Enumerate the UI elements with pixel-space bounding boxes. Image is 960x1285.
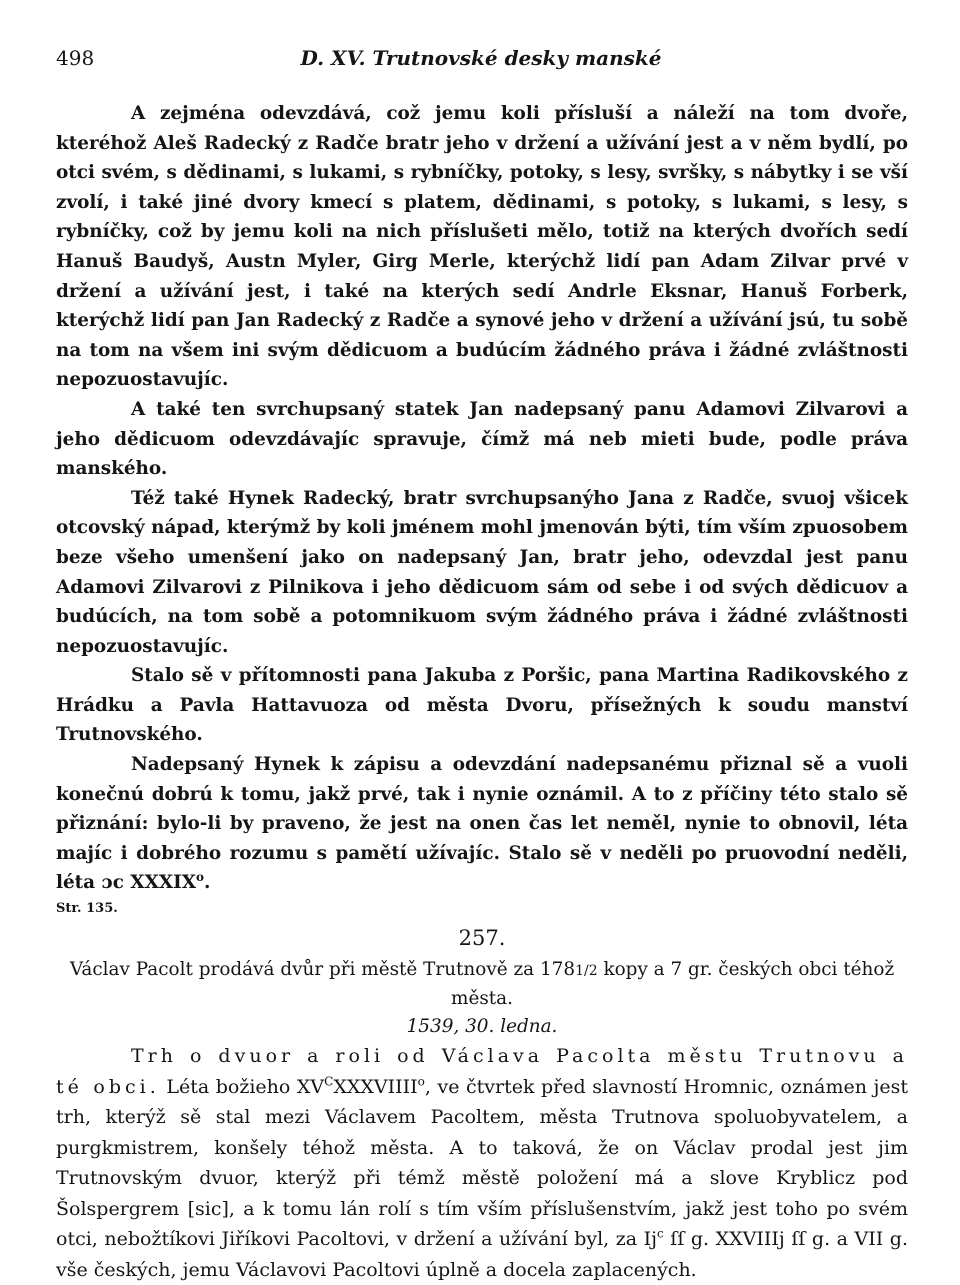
page-reference: Str. 135.: [56, 901, 118, 917]
period: .: [204, 872, 211, 894]
summary-before: Václav Pacolt prodává dvůr při městě Trutnově za 178: [69, 959, 576, 981]
superscript-o: o: [195, 870, 204, 885]
paragraph-spravuje: A také ten svrchupsaný statek Jan nadepsaný panu Adamovi Zilvarovi a jeho dědicuom odevzdávajíc spravuje, čímž má neb mieti bude, podle práva manského.: [56, 398, 908, 480]
superscript-c-2: c: [657, 1226, 664, 1241]
superscript-o-2: o: [417, 1074, 425, 1089]
paragraph-acknowledgment: [56, 750, 908, 898]
page-number: 498: [56, 46, 95, 70]
entry-number: 257.: [458, 926, 506, 951]
entry-summary: [56, 956, 908, 1013]
entry-text: [56, 1041, 908, 1285]
entry-text-3: , ve čtvrtek před slavností Hromnic, oznámen jest trh, kterýž sě stal mezi Václavem Pacoltem, města Trutnova spoluobyvatelem, a purgkmistrem, konšely téhož města. A to taková, že on Václav prodal jest jim Trutnovským dvuor, kterýž při témž městě položení má a slove Kryblicz pod Šolspergrem [sic], a k tomu lán rolí s tím vším příslušenstvím, jakž jest toho po svém otci, nebožtíkovi Jiříkovi Pacoltovi, v držení a užívání byl, za Ij: [56, 1075, 909, 1251]
entry-text-2: XXXVIIII: [333, 1075, 418, 1098]
acknowledgment-text: Nadepsaný Hynek k zápisu a odevzdání nadepsanému přiznal sě a vuoli konečnú dobrú k tomu, jakž prvé, tak i nynie oznámil. A to z příčiny této stalo sě přiznání: bylo-li by praveno, že jest na onen čas let neměl, nynie to obnovil, léta majíc i dobrého rozumu s pamětí užívajíc. Stalo sě v neděli po pruovodní neděli, léta ɔc XXXIX: [56, 754, 908, 894]
document-body: [56, 99, 908, 1285]
paragraph-odevzdava: A zejména odevzdává, což jemu koli přísluší a náleží na tom dvoře, kteréhož Aleš Radecký z Radče bratr jeho v držení a užívání jest a v něm bydlí, po otci svém, s dědinami, s lukami, s rybníčky, potoky, s lesy, svršky, s nábytky i se vší zvolí, i také jiné dvory kmecí s platem, dědinami, s potoky, s lukami, s lesy, s rybníčky, což by jemu koli na nich příslušeti mělo, totiž na kterých dvořích sedí Hanuš Baudyš, Austn Myler, Girg Merle, kterýchž lidí pan Adam Zilvar prvé v držení a užívání jest, i také na kterých sedí Andrle Eksnar, Hanuš Forberk, kterýchž lidí pan Jan Radecký z Radče a synové jeho v držení a užívání jsú, tu sobě na tom na všem ini svým dědicuom a budúcím žádného práva i žádné zvláštnosti nepozuostavujíc.: [56, 103, 908, 391]
entry-heading: Trh o dvuor a roli od Václava Pacolta městu Trutnovu a té obci.: [56, 1045, 908, 1098]
superscript-c: C: [324, 1074, 334, 1089]
entry-text-1: Léta božieho XV: [159, 1075, 325, 1098]
summary-fraction: 1/2: [575, 963, 598, 980]
summary-after: kopy a 7 gr. českých obci téhož města.: [451, 959, 895, 1010]
paragraph-hynek: Též také Hynek Radecký, bratr svrchupsanýho Jana z Radče, svuoj všicek otcovský nápad, kterýmž by koli jménem mohl jmenován býti, tím vším zpuosobem beze všeho umenšení jako on nadepsaný Jan, bratr jeho, odevzdal jest panu Adamovi Zilvarovi z Pilnikova i jeho dědicuom sám od sebe i od svých dědicuov a budúcích, na tom sobě a potomnikuom svým žádného práva i žádné zvláštnosti nepozuostavujíc.: [56, 487, 908, 657]
running-header: [56, 46, 906, 76]
entry-date: 1539, 30. ledna.: [406, 1016, 558, 1038]
running-title: D. XV. Trutnovské desky manské: [300, 46, 662, 70]
entry-text-4: ſſ g. XXVIIIj ſſ g. a VII g. vše českých, jemu Václavovi Pacoltovi úplně a docela zaplacených.: [56, 1228, 908, 1281]
paragraph-witnesses: Stalo sě v přítomnosti pana Jakuba z Poršic, pana Martina Radikovského z Hrádku a Pavla Hattavuoza od města Dvoru, přísežných k soudu manství Trutnovského.: [56, 665, 908, 746]
